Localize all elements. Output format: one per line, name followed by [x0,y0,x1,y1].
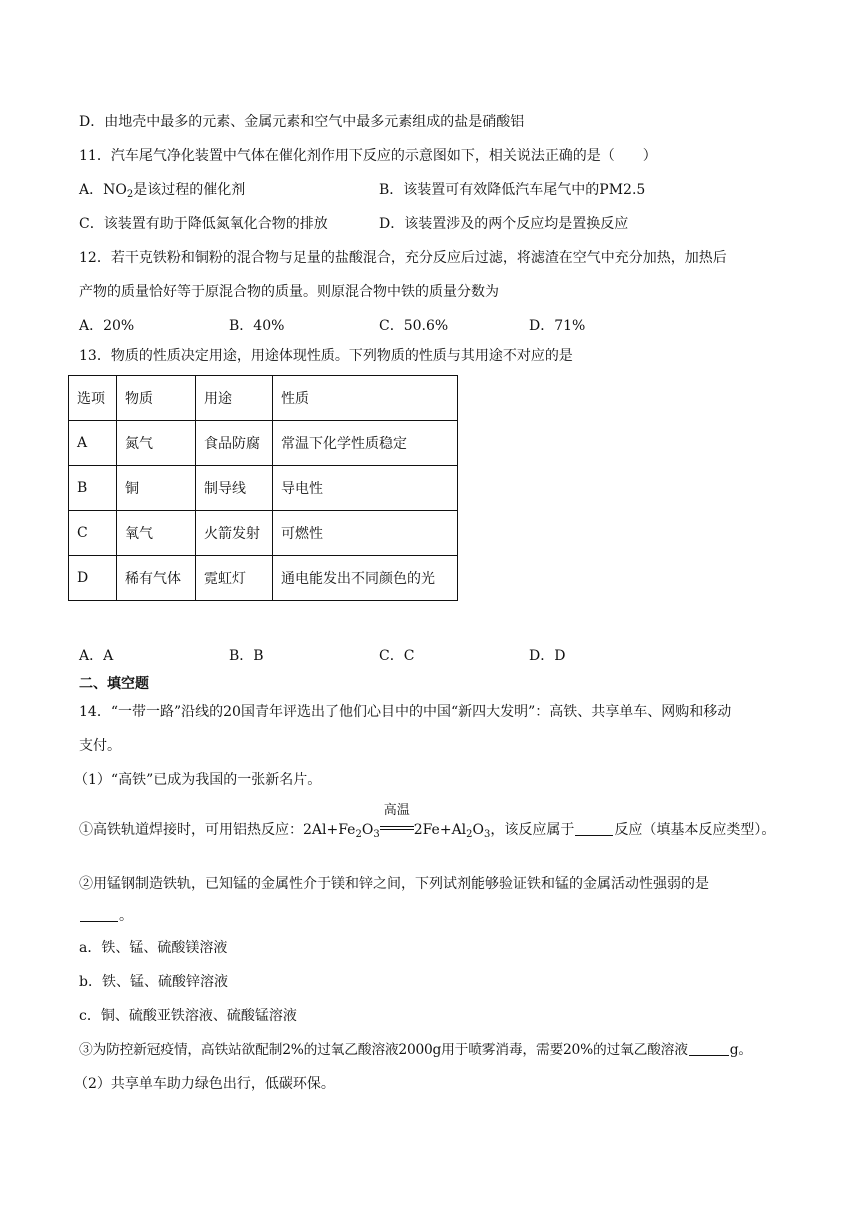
table-cell: 火箭发射 [196,511,273,556]
table-row [69,511,458,556]
q14-part1: （1）“高铁”已成为我国的一张新名片。 [74,772,322,788]
q14-part2: （2）共享单车助力绿色出行，低碳环保。 [74,1076,335,1092]
q13-option-a: A．A [79,648,114,664]
q14-choice-b: b．铁、锰、硫酸锌溶液 [79,974,228,990]
table-cell: 通电能发出不同颜色的光 [273,556,458,601]
q12-stem-line1: 12．若干克铁粉和铜粉的混合物与足量的盐酸混合，充分反应后过滤，将滤渣在空气中充分加热，加热后 [79,250,727,266]
q12-option-d: D．71% [529,318,586,334]
q12-option-c: C．50.6% [379,318,449,334]
table-cell: 常温下化学性质稳定 [273,421,458,466]
table-cell: A [69,421,117,466]
q12-option-b: B．40% [229,318,285,334]
q14-stem-line1: 14．“一带一路”沿线的20国青年评选出了他们心目中的中国“新四大发明”：高铁、共享单车、网购和移动 [79,704,732,720]
q14-choice-c: c．铜、硫酸亚铁溶液、硫酸锰溶液 [79,1008,297,1024]
table-cell: 氧气 [117,511,196,556]
q11-option-a: A．$NO_2$是该过程的催化剂 [79,182,246,200]
table-cell: D [69,556,117,601]
answer-blank [80,907,118,922]
q14-sub3: ③为防控新冠疫情，高铁站欲配制2%的过氧乙酸溶液2000g用于喷雾消毒，需要20%的过氧乙酸溶液 g。 [79,1042,752,1058]
q13-table [68,375,458,601]
table-row [69,466,458,511]
table-cell: 导电性 [273,466,458,511]
q13-stem: 13．物质的性质决定用途，用途体现性质。下列物质的性质与其用途不对应的是 [79,348,573,364]
q11-stem: 11．汽车尾气净化装置中气体在催化剂作用下反应的示意图如下，相关说法正确的是（ ） [79,148,657,164]
q14-choice-a: a．铁、锰、硫酸镁溶液 [79,940,228,956]
answer-blank [575,821,613,836]
q11-option-b: B．该装置可有效降低汽车尾气中的PM2.5 [379,182,646,198]
table-header-cell: 用途 [196,376,273,421]
table-cell: 稀有气体 [117,556,196,601]
table-cell: 霓虹灯 [196,556,273,601]
q12-option-a: A．20% [79,318,135,334]
table-cell: 制导线 [196,466,273,511]
q11-option-d: D．该装置涉及的两个反应均是置换反应 [379,216,629,232]
table-cell: 铜 [117,466,196,511]
table-cell: C [69,511,117,556]
q13-option-c: C．C [379,648,415,664]
q11-option-c: C．该装置有助于降低氮氧化合物的排放 [79,216,328,232]
q14-sub1: ①高铁轨道焊接时，可用铝热反应：$2Al+Fe_2O_3$ 高温 $2Fe+Al_2O_3$，该反应属于 反应（填基本反应类型）。 [79,803,776,840]
table-row [69,556,458,601]
table-header-cell: 选项 [69,376,117,421]
q14-sub2: ②用锰钢制造铁轨，已知锰的金属性介于镁和锌之间，下列试剂能够验证铁和锰的金属活动性强弱的是 [79,876,709,892]
table-header-cell: 物质 [117,376,196,421]
q12-stem-line2: 产物的质量恰好等于原混合物的质量。则原混合物中铁的质量分数为 [79,284,499,300]
section-heading-fill-in: 二、填空题 [79,676,149,692]
q10-option-d: D．由地壳中最多的元素、金属元素和空气中最多元素组成的盐是硝酸铝 [79,114,525,130]
answer-blank [689,1041,729,1056]
q13-option-d: D．D [529,648,566,664]
table-cell: 食品防腐 [196,421,273,466]
q13-option-b: B．B [229,648,264,664]
q14-stem-line2: 支付。 [79,738,121,754]
table-header-cell: 性质 [273,376,458,421]
table-header-row [69,376,458,421]
table-cell: 氮气 [117,421,196,466]
table-cell: 可燃性 [273,511,458,556]
table-row [69,421,458,466]
reaction-condition: 高温 [380,818,414,834]
q14-sub2-answer: 。 [79,906,133,926]
table-cell: B [69,466,117,511]
